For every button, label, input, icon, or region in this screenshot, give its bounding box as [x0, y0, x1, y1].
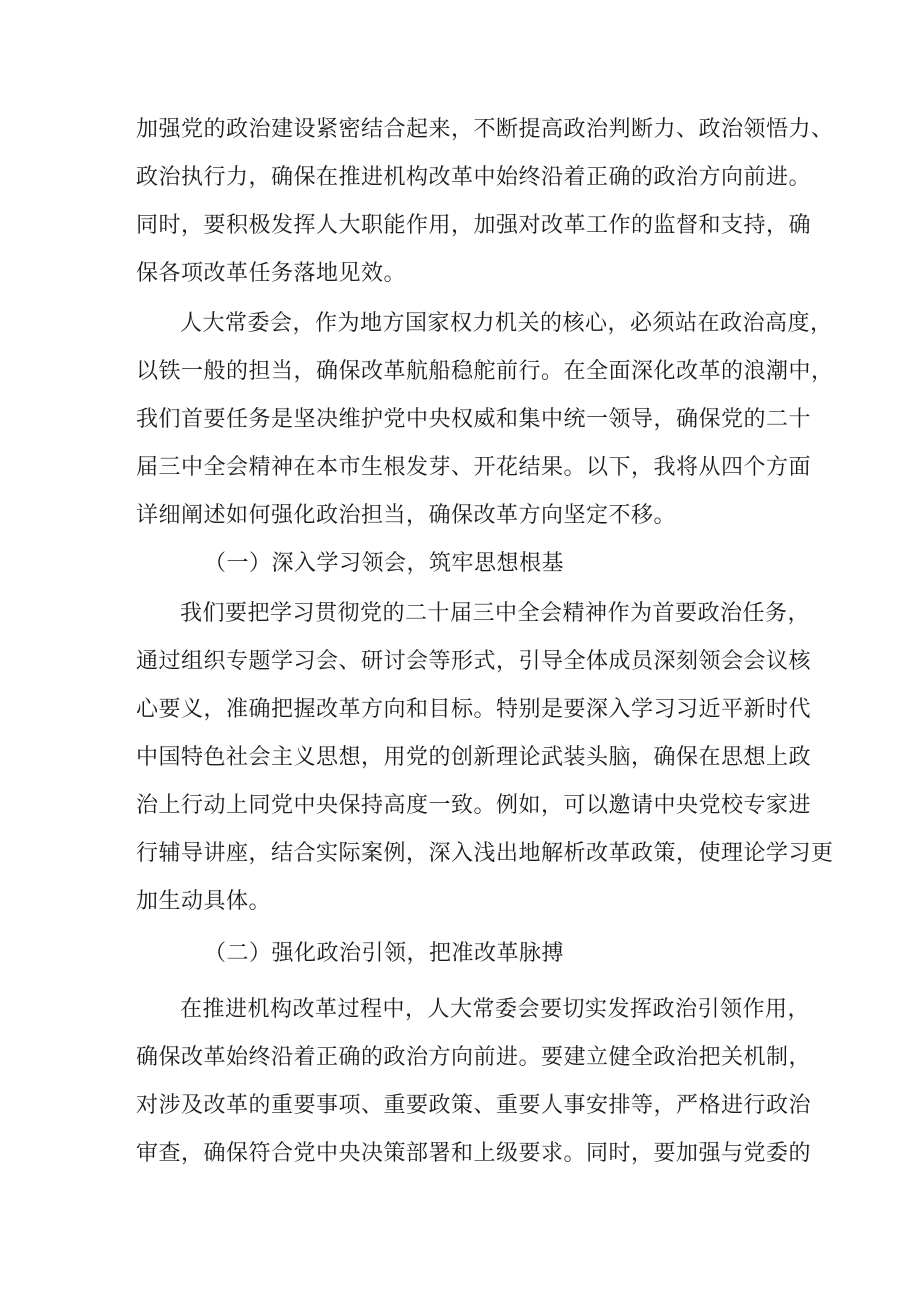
paragraph-1-line-2: 政治执行力，确保在推进机构改革中始终沿着正确的政治方向前进。	[136, 165, 812, 190]
paragraph-3-line-1: 我们要把学习贯彻党的二十届三中全会精神作为首要政治任务，	[180, 601, 811, 626]
paragraph-2-line-5: 详细阐述如何强化政治担当，确保改革方向坚定不移。	[136, 503, 677, 528]
paragraph-2-line-3: 我们首要任务是坚决维护党中央权威和集中统一领导，确保党的二十	[136, 407, 812, 432]
paragraph-3-line-6: 行辅导讲座，结合实际案例，深入浅出地解析改革政策，使理论学习更	[136, 841, 834, 866]
paragraph-4-line-2: 确保改革始终沿着正确的政治方向前进。要建立健全政治把关机制，	[136, 1045, 812, 1070]
section-heading-1: （一）深入学习领会，筑牢思想根基	[204, 551, 565, 576]
paragraph-3-line-2: 通过组织专题学习会、研讨会等形式，引导全体成员深刻领会会议核	[136, 649, 812, 674]
paragraph-1-line-4: 保各项改革任务落地见效。	[136, 261, 407, 286]
paragraph-4-line-1: 在推进机构改革过程中，人大常委会要切实发挥政治引领作用，	[180, 997, 811, 1022]
paragraph-2-line-1: 人大常委会，作为地方国家权力机关的核心，必须站在政治高度，	[180, 311, 833, 336]
section-heading-2: （二）强化政治引领，把准改革脉搏	[204, 941, 565, 966]
paragraph-2-line-4: 届三中全会精神在本市生根发芽、开花结果。以下，我将从四个方面	[136, 455, 812, 480]
paragraph-3-line-3: 心要义，准确把握改革方向和目标。特别是要深入学习习近平新时代	[136, 697, 812, 722]
paragraph-3-line-7: 加生动具体。	[136, 889, 272, 914]
paragraph-3-line-4: 中国特色社会主义思想，用党的创新理论武装头脑，确保在思想上政	[136, 745, 812, 770]
paragraph-3-line-5: 治上行动上同党中央保持高度一致。例如，可以邀请中央党校专家进	[136, 793, 812, 818]
paragraph-1-line-1: 加强党的政治建设紧密结合起来，不断提高政治判断力、政治领悟力、	[136, 117, 834, 142]
paragraph-4-line-3: 对涉及改革的重要事项、重要政策、重要人事安排等，严格进行政治	[136, 1093, 812, 1118]
paragraph-2-line-2: 以铁一般的担当，确保改革航船稳舵前行。在全面深化改革的浪潮中，	[136, 359, 834, 384]
paragraph-4-line-4: 审查，确保符合党中央决策部署和上级要求。同时，要加强与党委的	[136, 1141, 812, 1166]
paragraph-1-line-3: 同时，要积极发挥人大职能作用，加强对改革工作的监督和支持，确	[136, 213, 812, 238]
